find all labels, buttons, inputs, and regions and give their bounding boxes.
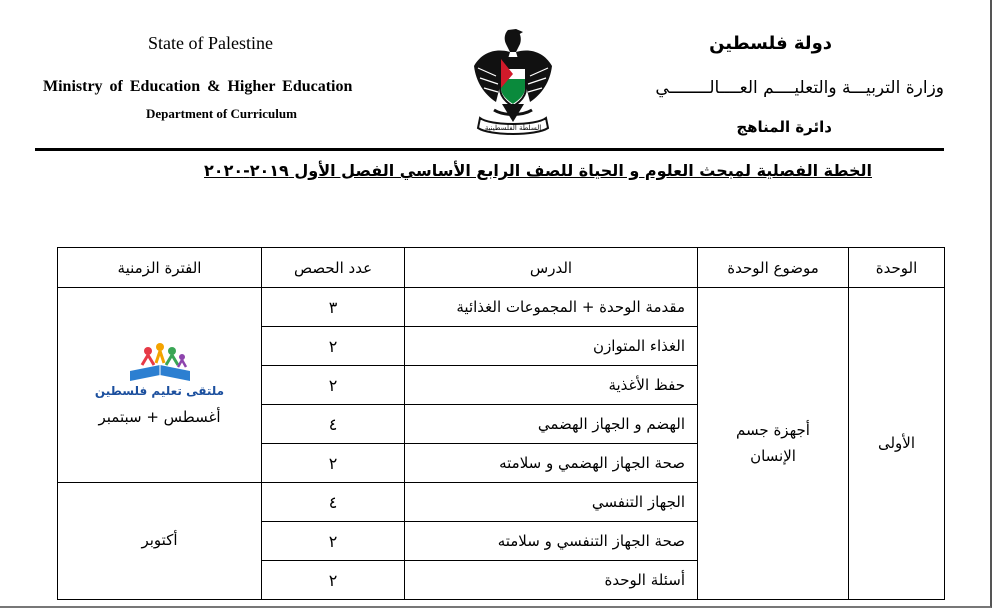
unit-cell — [849, 288, 945, 600]
period-text: أكتوبر — [141, 531, 178, 550]
count-cell: ٤ — [262, 483, 405, 522]
count-cell: ٤ — [262, 405, 405, 444]
count-cell: ٢ — [262, 522, 405, 561]
header-unit-topic: موضوع الوحدة — [698, 248, 849, 288]
count-cell: ٢ — [262, 327, 405, 366]
count-cell: ٢ — [262, 561, 405, 600]
watermark-text: ملتقى تعليم فلسطين — [94, 383, 225, 398]
lesson-cell: حفظ الأغذية — [405, 366, 698, 405]
header-time-period: الفترة الزمنية — [58, 248, 262, 288]
unit-name: الأولى — [877, 433, 916, 452]
lesson-cell: أسئلة الوحدة — [405, 561, 698, 600]
table-header-row — [58, 248, 945, 288]
lesson-cell: الهضم و الجهاز الهضمي — [405, 405, 698, 444]
lesson-cell: صحة الجهاز الهضمي و سلامته — [405, 444, 698, 483]
period-text: أغسطس + سبتمبر — [98, 408, 221, 427]
count-cell: ٢ — [262, 366, 405, 405]
header-lesson: الدرس — [405, 248, 698, 288]
header-lesson-count: عدد الحصص — [262, 248, 405, 288]
department-name-ar: دائرة المناهج — [736, 118, 832, 136]
ministry-name-ar: وزارة التربيـــة والتعليــــم العــــالــــــــي — [655, 78, 944, 98]
plan-title: الخطة الفصلية لمبحث العلوم و الحياة للصف الرابع الأساسي الفصل الأول ٢٠١٩-٢٠٢٠ — [204, 161, 872, 180]
period-cell — [58, 288, 262, 483]
ministry-name-en: Ministry of Education & Higher Education — [43, 78, 353, 95]
watermark-logo — [90, 339, 230, 401]
semester-plan-table — [57, 247, 945, 600]
department-name-en: Department of Curriculum — [146, 106, 297, 121]
count-cell: ٣ — [262, 288, 405, 327]
unit-topic-cell — [698, 288, 849, 600]
seal-caption: السلطة الفلسطينية — [484, 124, 542, 132]
state-name-en: State of Palestine — [148, 33, 273, 53]
table-row — [58, 288, 945, 327]
palestine-eagle-emblem-icon — [470, 26, 556, 138]
period-cell — [58, 483, 262, 600]
unit-topic-line: الإنسان — [750, 446, 796, 465]
unit-topic-line: أجهزة جسم — [736, 421, 810, 439]
lesson-cell: الجهاز التنفسي — [405, 483, 698, 522]
lesson-cell: الغذاء المتوازن — [405, 327, 698, 366]
state-name-ar: دولة فلسطين — [709, 33, 832, 54]
lesson-cell: مقدمة الوحدة + المجموعات الغذائية — [405, 288, 698, 327]
count-cell: ٢ — [262, 444, 405, 483]
book-with-figures-logo-icon — [90, 339, 230, 385]
lesson-cell: صحة الجهاز التنفسي و سلامته — [405, 522, 698, 561]
header-unit: الوحدة — [849, 248, 945, 288]
header-divider — [35, 148, 944, 151]
